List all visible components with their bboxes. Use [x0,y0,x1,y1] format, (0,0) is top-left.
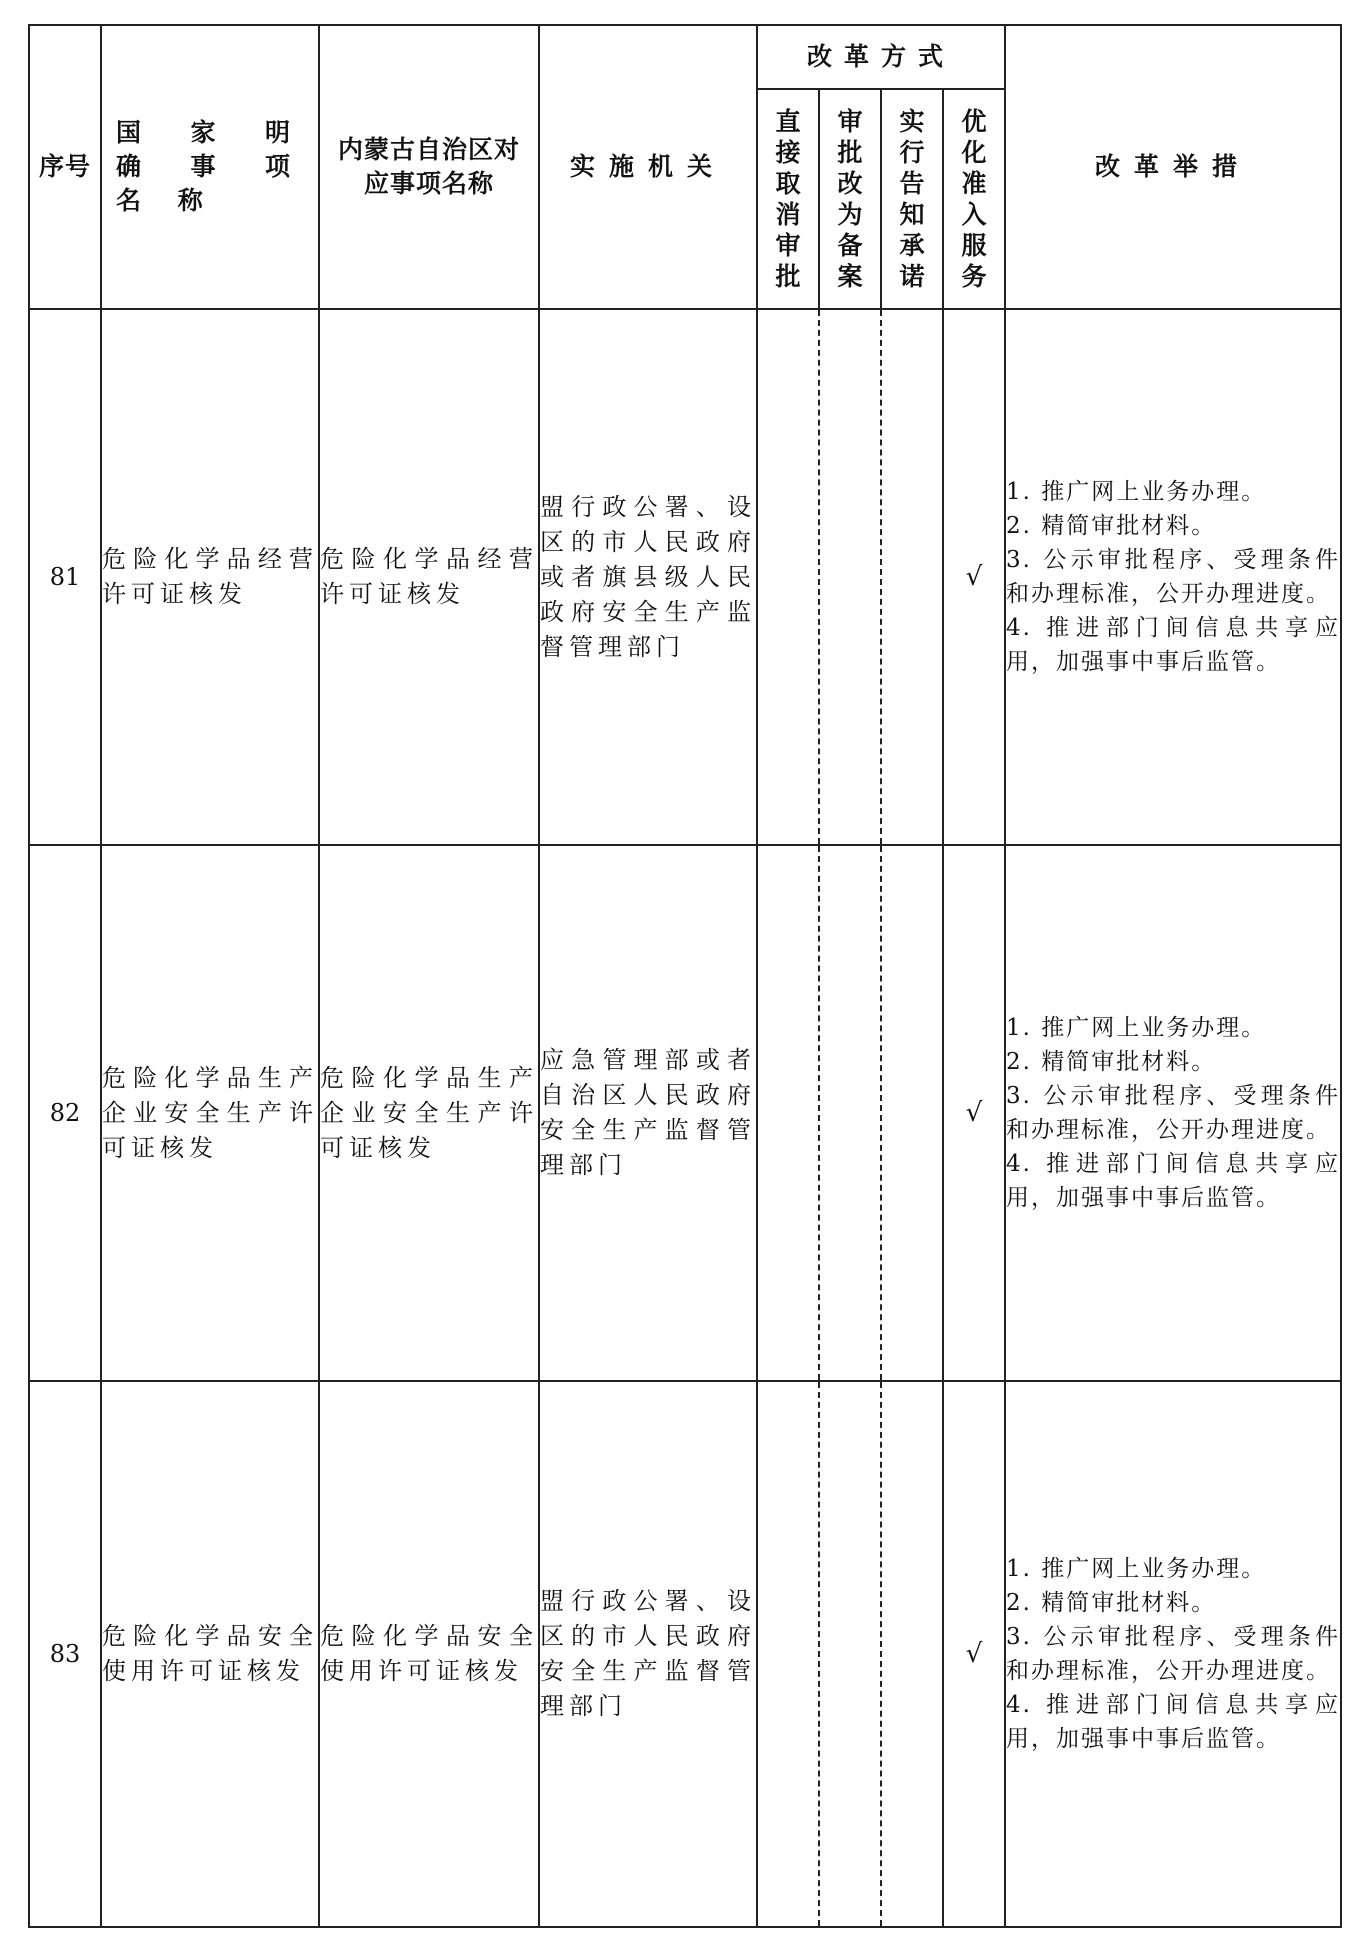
row-national-name: 危险化学品经营许可证核发 [101,309,319,845]
row-agency: 应急管理部或者自治区人民政府安全生产监督管理部门 [539,845,757,1381]
header-measures: 改革举措 [1005,25,1341,309]
row-mark-cancel [757,845,819,1381]
measure-item: 4. 推进部门间信息共享应用，加强事中事后监管。 [1006,615,1341,675]
table-row [29,1381,1341,1927]
header-method-commitment [881,89,943,309]
row-mark-optimize: √ [943,1381,1005,1927]
row-mark-optimize: √ [943,845,1005,1381]
row-region-name: 危险化学品安全使用许可证核发 [319,1381,539,1927]
row-mark-commitment [881,1381,943,1927]
header-seq: 序号 [29,25,101,309]
row-seq: 81 [29,309,101,845]
header-method-cancel-label: 直接取消审批 [775,107,801,291]
measure-item: 1. 推广网上业务办理。 [1006,1015,1267,1041]
measure-item: 1. 推广网上业务办理。 [1006,479,1267,505]
row-seq: 83 [29,1381,101,1927]
row-mark-filing [819,309,881,845]
header-method-cancel [757,89,819,309]
measure-item: 3. 公示审批程序、受理条件和办理标准，公开办理进度。 [1006,1083,1341,1143]
measure-item: 3. 公示审批程序、受理条件和办理标准，公开办理进度。 [1006,1624,1341,1684]
header-method-commitment-label: 实行告知承诺 [899,107,925,291]
measure-item: 2. 精简审批材料。 [1006,513,1217,539]
table-row [29,309,1341,845]
row-mark-cancel [757,309,819,845]
measure-item: 3. 公示审批程序、受理条件和办理标准，公开办理进度。 [1006,547,1341,607]
measure-item: 4. 推进部门间信息共享应用，加强事中事后监管。 [1006,1692,1341,1752]
header-agency: 实施机关 [539,25,757,309]
row-agency: 盟行政公署、设区的市人民政府或者旗县级人民政府安全生产监督管理部门 [539,309,757,845]
row-region-name: 危险化学品经营许可证核发 [319,309,539,845]
row-measures [1005,845,1341,1381]
table-row [29,845,1341,1381]
reform-table [28,24,1342,1928]
row-mark-commitment [881,309,943,845]
row-measures [1005,1381,1341,1927]
header-method-optimize-label: 优化准入服务 [961,107,987,291]
row-mark-commitment [881,845,943,1381]
measure-item: 4. 推进部门间信息共享应用，加强事中事后监管。 [1006,1151,1341,1211]
row-mark-filing [819,1381,881,1927]
row-mark-filing [819,845,881,1381]
row-mark-optimize: √ [943,309,1005,845]
header-method-filing [819,89,881,309]
header-method-group: 改革方式 [757,25,1005,89]
header-region-name: 内蒙古自治区对应事项名称 [319,25,539,309]
measure-item: 2. 精简审批材料。 [1006,1049,1217,1075]
header-method-filing-label: 审批改为备案 [837,107,863,291]
row-mark-cancel [757,1381,819,1927]
measure-item: 1. 推广网上业务办理。 [1006,1556,1267,1582]
row-national-name: 危险化学品生产企业安全生产许可证核发 [101,845,319,1381]
header-method-optimize [943,89,1005,309]
row-national-name: 危险化学品安全使用许可证核发 [101,1381,319,1927]
row-measures [1005,309,1341,845]
measure-item: 2. 精简审批材料。 [1006,1590,1217,1616]
header-national-name: 国 家 明 确 事 项 名 称 [101,25,319,309]
row-agency: 盟行政公署、设区的市人民政府安全生产监督管理部门 [539,1381,757,1927]
row-region-name: 危险化学品生产企业安全生产许可证核发 [319,845,539,1381]
row-seq: 82 [29,845,101,1381]
